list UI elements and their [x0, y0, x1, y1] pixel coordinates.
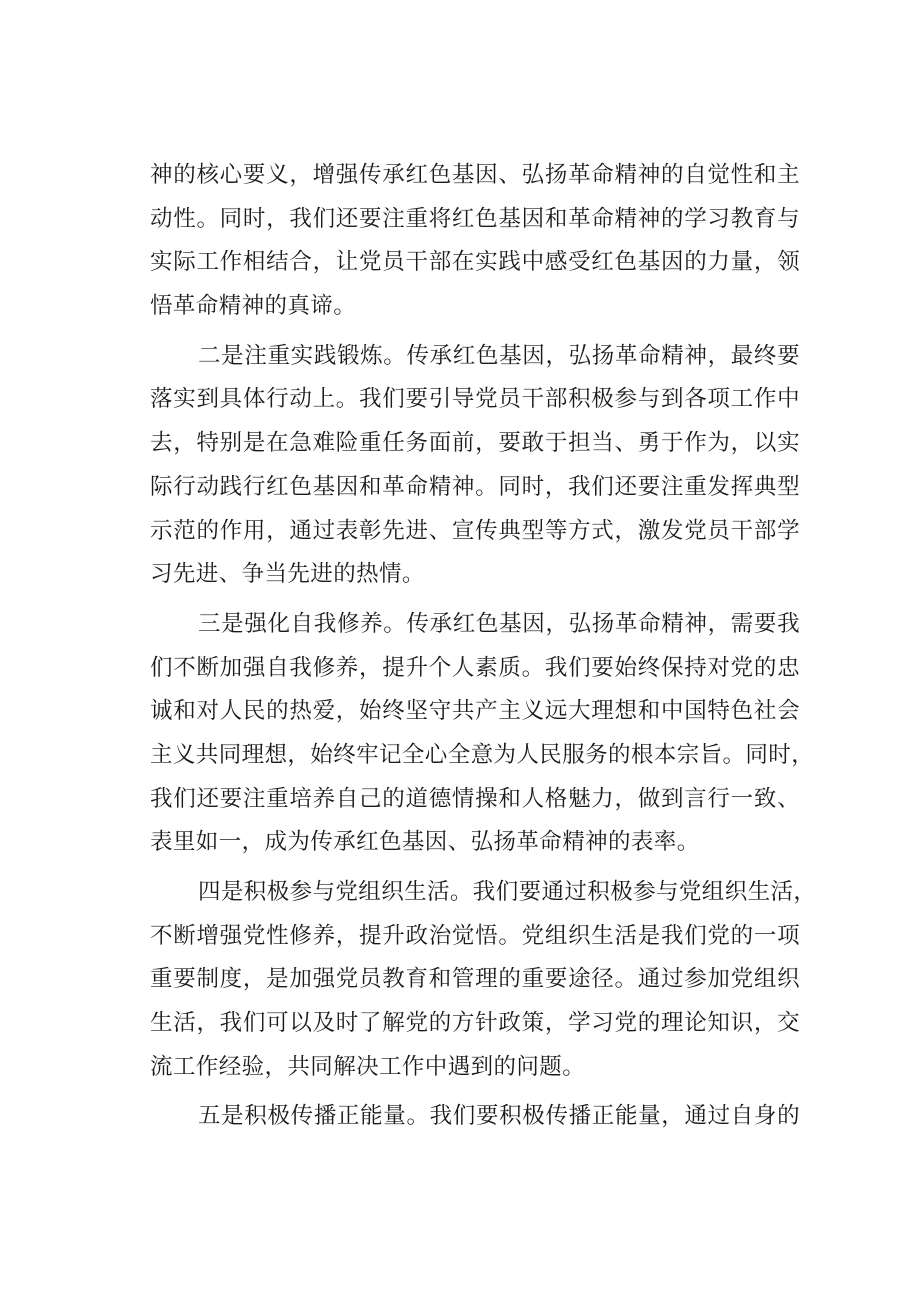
- paragraph-self-cultivation: [150, 603, 815, 865]
- text-line: 主义共同理想，始终牢记全心全意为人民服务的根本宗旨。同时，: [150, 741, 815, 768]
- paragraph-party-life: [150, 871, 817, 1089]
- paragraph-positive-energy: [150, 1095, 800, 1139]
- text-line: 去，特别是在急难险重任务面前，要敢于担当、勇于作为，以实: [150, 430, 800, 457]
- text-line: 习先进、争当先进的热情。: [150, 561, 425, 588]
- text-line: 不断增强党性修养，提升政治觉悟。党组织生活是我们党的一项: [150, 922, 800, 949]
- text-line: 示范的作用，通过表彰先进、宣传典型等方式，激发党员干部学: [150, 517, 800, 544]
- text-line: 三是强化自我修养。传承红色基因，弘扬革命精神，需要我: [198, 610, 800, 637]
- text-line: 神的核心要义，增强传承红色基因、弘扬革命精神的自觉性和主: [150, 162, 800, 188]
- text-line: 五是积极传播正能量。我们要积极传播正能量，通过自身的: [198, 1103, 800, 1130]
- text-line: 落实到具体行动上。我们要引导党员干部积极参与到各项工作中: [150, 386, 800, 413]
- body-text: [150, 154, 817, 1139]
- text-line: 我们还要注重培养自己的道德情操和人格魅力，做到言行一致、: [150, 785, 800, 812]
- text-line: 重要制度，是加强党员教育和管理的重要途径。通过参加党组织: [150, 966, 800, 993]
- text-line: 诚和对人民的热爱，始终坚守共产主义远大理想和中国特色社会: [150, 698, 800, 725]
- text-line: 生活，我们可以及时了解党的方针政策，学习党的理论知识，交: [150, 1010, 800, 1037]
- text-line: 表里如一，成为传承红色基因、弘扬革命精神的表率。: [150, 829, 700, 856]
- text-line: 实际工作相结合，让党员干部在实践中感受红色基因的力量，领: [150, 249, 800, 276]
- text-line: 二是注重实践锻炼。传承红色基因，弘扬革命精神，最终要: [198, 342, 800, 369]
- paragraph-practice: [150, 335, 800, 597]
- text-line: 四是积极参与党组织生活。我们要通过积极参与党组织生活，: [198, 879, 817, 905]
- text-line: 悟革命精神的真谛。: [150, 293, 357, 320]
- text-line: 流工作经验，共同解决工作中遇到的问题。: [150, 1053, 586, 1080]
- text-line: 动性。同时，我们还要注重将红色基因和革命精神的学习教育与: [150, 205, 800, 232]
- text-line: 际行动践行红色基因和革命精神。同时，我们还要注重发挥典型: [150, 473, 800, 500]
- paragraph-continuation: [150, 154, 800, 329]
- text-line: 们不断加强自我修养，提升个人素质。我们要始终保持对党的忠: [150, 654, 800, 681]
